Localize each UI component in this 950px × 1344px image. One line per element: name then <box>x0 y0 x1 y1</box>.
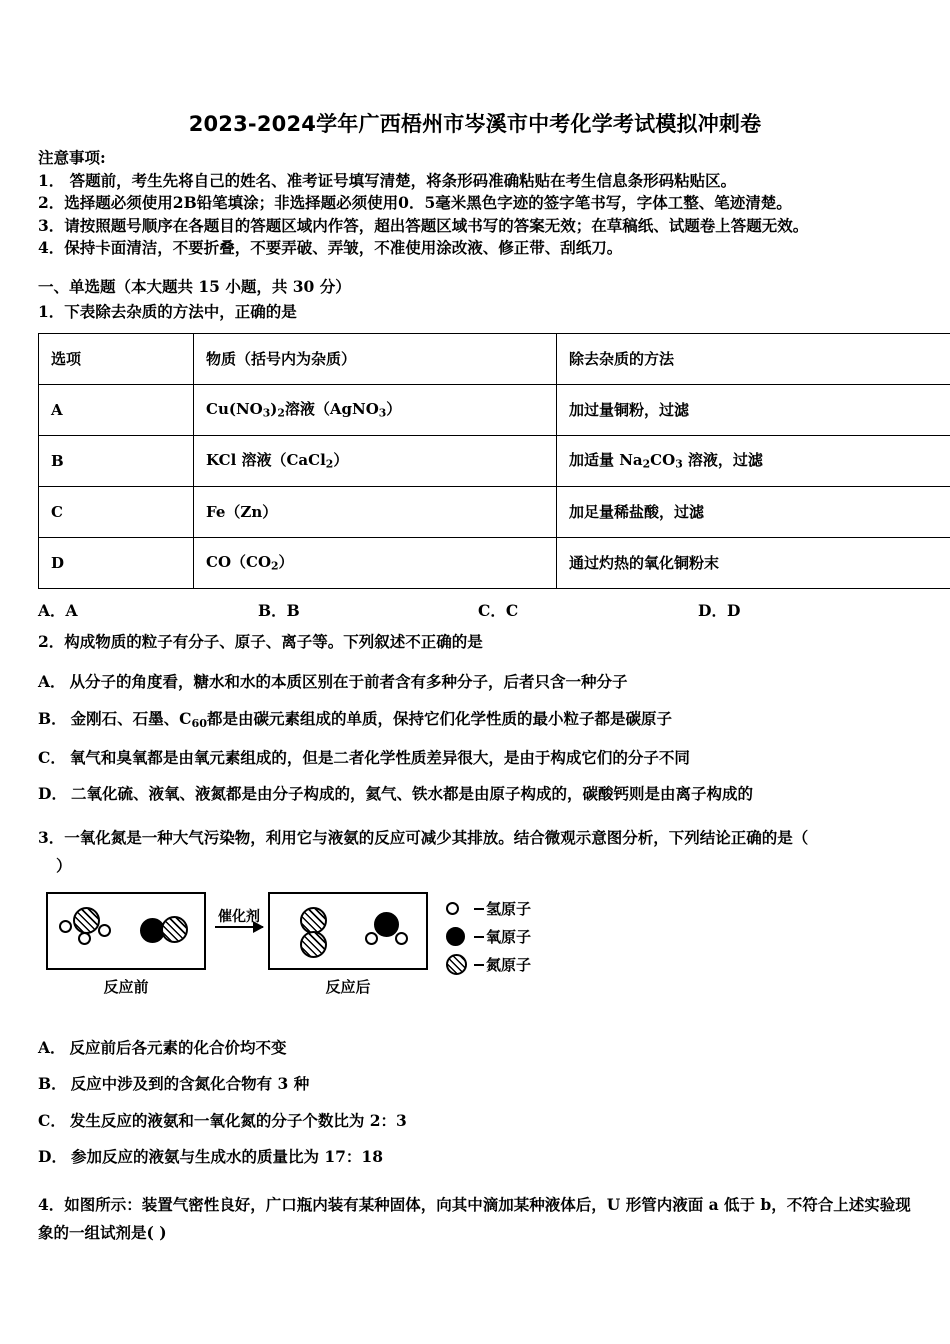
notice-heading: 注意事项: <box>38 148 106 167</box>
legend-item-oxygen <box>446 924 636 950</box>
hatched-circle-icon <box>446 954 474 975</box>
table-header-cell: 除去杂质的方法 <box>557 334 950 385</box>
notice-item: 1． 答题前，考生先将自己的姓名、准考证号填写清楚，将条形码准确粘贴在考生信息条形码粘贴区。 <box>38 170 737 190</box>
question-3-option-d[interactable] <box>38 1149 918 1165</box>
row-method: 加适量 $Na_2CO_3$ 溶液，过滤 <box>557 436 950 487</box>
question-2-stem: 2．构成物质的粒子有分子、原子、离子等。下列叙述不正确的是 <box>38 632 483 652</box>
choice-a[interactable]: A．A <box>38 601 78 621</box>
row-substance: Fe（Zn） <box>194 487 557 538</box>
notice-item: 4．保持卡面清洁，不要折叠，不要弄破、弄皱，不准使用涂改液、修正带、刮纸刀。 <box>38 238 623 257</box>
section-heading: 一、单选题（本大题共 15 小题，共 30 分） <box>38 276 351 296</box>
row-option: C <box>39 487 194 538</box>
white-circle-icon <box>446 902 474 915</box>
row-method: 加足量稀盐酸，过滤 <box>557 487 950 538</box>
legend-item-hydrogen <box>446 896 636 922</box>
before-reaction-box <box>46 892 206 970</box>
question-3-option-a[interactable] <box>38 1037 918 1057</box>
legend-label: 氮原子 <box>486 956 532 975</box>
notice-item: 3．请按照题号顺序在各题目的答题区域内作答，超出答题区域书写的答案无效；在草稿纸、试题卷上答题无效。 <box>38 215 809 235</box>
table-header-cell: 选项 <box>39 334 194 385</box>
table-row <box>39 385 950 436</box>
after-reaction-box <box>268 892 428 970</box>
notice-item: 2．选择题必须使用2B铅笔填涂；非选择题必须使用0．5毫米黑色字迹的签字笔书写，字体工整、笔迹清楚。 <box>38 193 792 212</box>
option-text: 反应前后各元素的化合价均不变 <box>69 1037 287 1057</box>
option-label: A． <box>38 672 66 692</box>
choice-d[interactable]: D．D <box>698 601 741 621</box>
option-text: 发生反应的液氨和一氧化氮的分子个数比为 2：3 <box>69 1110 407 1130</box>
legend-dash-icon <box>474 936 484 938</box>
row-method: 通过灼热的氧化铜粉末 <box>557 538 950 589</box>
catalyst-label: 催化剂 <box>218 908 260 925</box>
question-3-option-c[interactable] <box>38 1110 918 1130</box>
option-text: 氧气和臭氧都是由氧元素组成的，但是二者化学性质差异很大，是由于构成它们的分子不同 <box>69 747 690 767</box>
hydrogen-atom-icon <box>59 920 72 933</box>
question-2-option-a[interactable] <box>38 674 918 690</box>
table-row <box>39 487 950 538</box>
row-option: A <box>39 385 194 436</box>
choice-c[interactable]: C．C <box>478 601 519 621</box>
reaction-microscopic-diagram <box>38 892 918 1010</box>
page-title: 2023-2024学年广西梧州市岑溪市中考化学考试模拟冲刺卷 <box>188 112 762 136</box>
question-3-option-b[interactable] <box>38 1076 918 1092</box>
row-option: D <box>39 538 194 589</box>
legend-label: 氢原子 <box>486 900 532 919</box>
hydrogen-atom-icon <box>395 932 408 945</box>
nitrogen-atom-icon <box>300 931 327 958</box>
row-option: B <box>39 436 194 487</box>
question-2-option-c[interactable] <box>38 747 918 767</box>
row-substance: $CO(CO_2)$ <box>194 538 557 589</box>
table-row <box>39 436 950 487</box>
legend-dash-icon <box>474 964 484 966</box>
reaction-arrow-group <box>214 910 264 928</box>
question-3-stem-line2: ） <box>56 855 72 875</box>
oxygen-atom-icon <box>374 912 399 937</box>
black-circle-icon <box>446 927 474 946</box>
nitrogen-atom-icon <box>73 907 100 934</box>
row-substance: $Cu(NO_3)_2$溶液（AgNO$_3$） <box>194 385 557 436</box>
table-row <box>39 538 950 589</box>
question-2-option-b[interactable] <box>38 708 918 730</box>
reaction-arrow-icon <box>215 926 263 928</box>
option-label: B． <box>38 708 67 728</box>
hydrogen-atom-icon <box>98 924 111 937</box>
option-text: 反应中涉及到的含氮化合物有 3 种 <box>70 1074 310 1094</box>
table-header-row <box>39 334 950 385</box>
option-text: 金刚石、石墨、$C_{60}$都是由碳元素组成的单质，保持它们化学性质的最小粒子都是碳原子 <box>70 708 672 730</box>
before-reaction-caption: 反应前 <box>103 977 149 996</box>
legend-item-nitrogen <box>446 952 636 978</box>
option-label: D． <box>38 784 67 804</box>
option-label: C． <box>38 1110 66 1130</box>
row-method: 加过量铜粉，过滤 <box>557 385 950 436</box>
option-label: D． <box>38 1147 67 1167</box>
option-label: B． <box>38 1074 67 1094</box>
diagram-legend <box>446 896 636 980</box>
question-1-stem: 1．下表除去杂质的方法中，正确的是 <box>38 301 297 321</box>
row-substance: KCl 溶液（CaCl$_2$） <box>194 436 557 487</box>
question-2-option-d[interactable] <box>38 786 918 802</box>
after-reaction-caption: 反应后 <box>325 977 371 996</box>
question-3-stem-line1: 3．一氧化氮是一种大气污染物，利用它与液氨的反应可减少其排放。结合微观示意图分析，下列结论正确的是（ <box>38 827 809 847</box>
option-text: 参加反应的液氨与生成水的质量比为 17：18 <box>70 1147 383 1167</box>
question-1-choices <box>38 599 918 621</box>
option-text: 二氧化硫、液氧、液氮都是由分子构成的，氦气、铁水都是由原子构成的，碳酸钙则是由离子构成的 <box>70 784 753 804</box>
hydrogen-atom-icon <box>365 932 378 945</box>
legend-label: 氧原子 <box>486 928 532 947</box>
legend-dash-icon <box>474 908 484 910</box>
option-label: C． <box>38 747 66 767</box>
option-text: 从分子的角度看，糖水和水的本质区别在于前者含有多种分子，后者只含一种分子 <box>69 672 628 692</box>
choice-b[interactable]: B．B <box>258 601 300 621</box>
question-3-stem <box>38 824 918 880</box>
document-body <box>38 150 918 1252</box>
option-label: A． <box>38 1037 66 1057</box>
hydrogen-atom-icon <box>78 932 91 945</box>
purification-table <box>38 333 950 589</box>
table-header-cell: 物质（括号内为杂质） <box>194 334 557 385</box>
question-4-stem: 4．如图所示：装置气密性良好，广口瓶内装有某种固体，向其中滴加某种液体后，U 形管内液面 a 低于 b，不符合上述实验现象的一组试剂是( ) <box>38 1194 911 1242</box>
nitrogen-atom-icon <box>300 907 327 934</box>
nitrogen-atom-icon <box>161 916 188 943</box>
